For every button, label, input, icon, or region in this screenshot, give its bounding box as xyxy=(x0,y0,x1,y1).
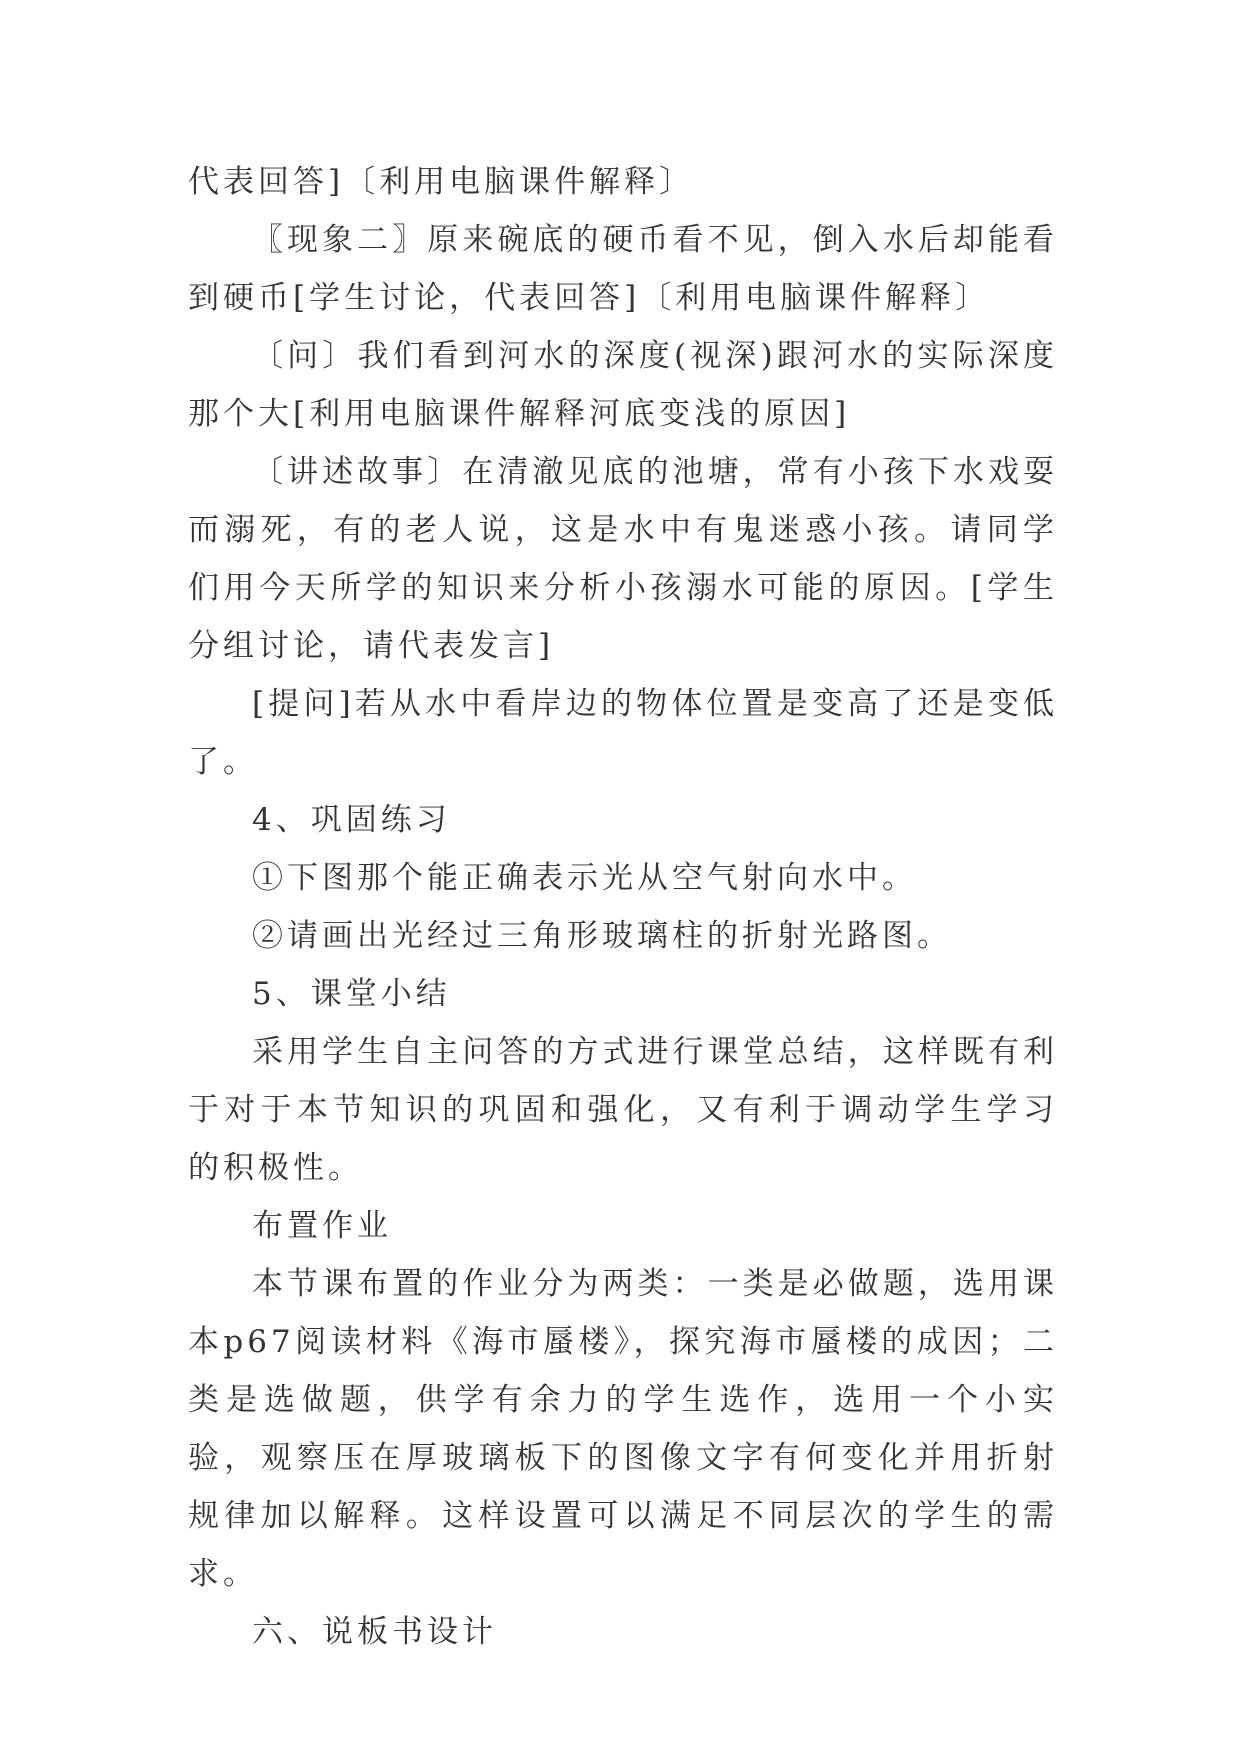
paragraph-question-position: [提问]若从水中看岸边的物体位置是变高了还是变低了。 xyxy=(188,686,1058,780)
heading-board-design: 六、说板书设计 xyxy=(252,1614,497,1650)
paragraph-question-depth: 〔问〕我们看到河水的深度(视深)跟河水的实际深度那个大[利用电脑课件解释河底变浅的原因] xyxy=(188,338,1058,432)
heading-practice: 4、巩固练习 xyxy=(252,802,451,838)
exercise-item-2: ②请画出光经过三角形玻璃柱的折射光路图。 xyxy=(252,918,952,954)
paragraph-phenomenon-two: 〖现象二〗原来碗底的硬币看不见，倒入水后却能看到硬币[学生讨论，代表回答]〔利用电脑课件解释〕 xyxy=(188,222,1058,316)
paragraph-summary: 采用学生自主问答的方式进行课堂总结，这样既有利于对于本节知识的巩固和强化，又有利于调动学生学习的积极性。 xyxy=(188,1034,1058,1186)
paragraph-homework: 本节课布置的作业分为两类：一类是必做题，选用课本p67阅读材料《海市蜃楼》，探究海市蜃楼的成因；二类是选做题，供学有余力的学生选作，选用一个小实验，观察压在厚玻璃板下的图像文字有何变化并用折射规律加以解释。这样设置可以满足不同层次的学生的需求。 xyxy=(188,1266,1058,1592)
heading-homework: 布置作业 xyxy=(252,1208,392,1244)
heading-summary: 5、课堂小结 xyxy=(252,976,451,1012)
paragraph-story: 〔讲述故事〕在清澈见底的池塘，常有小孩下水戏耍而溺死，有的老人说，这是水中有鬼迷惑小孩。请同学们用今天所学的知识来分析小孩溺水可能的原因。[学生分组讨论，请代表发言] xyxy=(188,454,1058,664)
document-body xyxy=(188,153,1058,1661)
exercise-item-1: ①下图那个能正确表示光从空气射向水中。 xyxy=(252,860,917,896)
paragraph-continuation: 代表回答]〔利用电脑课件解释〕 xyxy=(188,164,695,200)
